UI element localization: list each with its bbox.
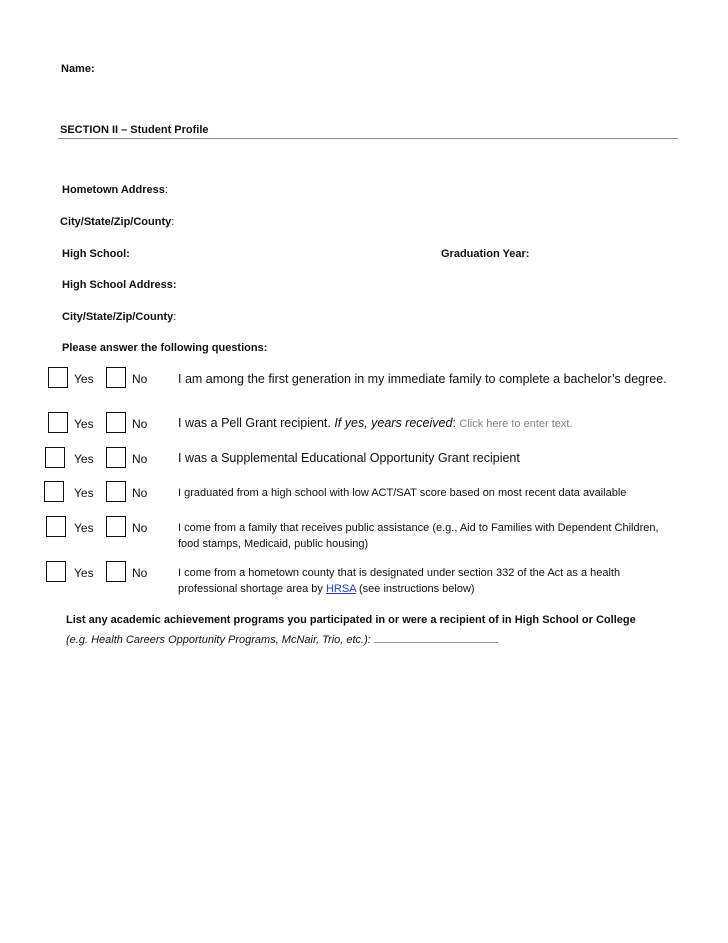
q4-yes-label: Yes — [74, 486, 94, 500]
q3-no-checkbox[interactable] — [106, 447, 126, 468]
q3-statement: I was a Supplemental Educational Opportunity Grant recipient — [178, 451, 520, 465]
achievements-prompt: List any academic achievement programs you participated in or were a recipient of in High School or College — [66, 614, 636, 626]
q1-yes-label: Yes — [74, 372, 94, 386]
q2-yes-label: Yes — [74, 417, 94, 431]
q2-no-checkbox[interactable] — [106, 412, 126, 433]
q1-statement: I am among the first generation in my immediate family to complete a bachelor’s degree. — [178, 372, 667, 386]
q2-statement: I was a Pell Grant recipient. If yes, years received: Click here to enter text. — [178, 416, 573, 430]
hometown-address-label: Hometown Address: — [62, 184, 168, 196]
q1-no-label: No — [132, 372, 148, 386]
high-school-label: High School: — [62, 248, 130, 260]
q4-no-label: No — [132, 486, 148, 500]
q5-no-checkbox[interactable] — [106, 516, 126, 537]
hrsa-link[interactable]: HRSA — [325, 583, 356, 595]
q6-statement: I come from a hometown county that is designated under section 332 of the Act as a health professional shortage area by HRSA (see instructions below) — [178, 567, 621, 595]
q2-no-label: No — [132, 417, 148, 431]
section-divider — [58, 138, 678, 139]
q6-no-label: No — [132, 566, 148, 580]
questions-intro: Please answer the following questions: — [62, 342, 268, 354]
q3-yes-label: Yes — [74, 452, 94, 466]
q2-yes-checkbox[interactable] — [48, 412, 68, 433]
q4-no-checkbox[interactable] — [106, 481, 126, 502]
q5-no-label: No — [132, 521, 148, 535]
q1-no-checkbox[interactable] — [106, 367, 126, 388]
achievements-input-line[interactable] — [374, 631, 498, 643]
high-school-address-label: High School Address: — [62, 279, 177, 291]
q4-yes-checkbox[interactable] — [44, 481, 64, 502]
years-received-input[interactable]: Click here to enter text. — [459, 418, 573, 430]
city-state-zip-label-2: City/State/Zip/County: — [62, 311, 177, 323]
q4-statement: I graduated from a high school with low ACT/SAT score based on most recent data available — [178, 487, 627, 499]
q3-yes-checkbox[interactable] — [45, 447, 65, 468]
q5-statement: I come from a family that receives public assistance (e.g., Aid to Families with Dependent Children, food stamps, Medicaid, public housing) — [178, 522, 659, 550]
q6-yes-label: Yes — [74, 566, 94, 580]
q6-yes-checkbox[interactable] — [46, 561, 66, 582]
city-state-zip-label-1: City/State/Zip/County: — [60, 216, 175, 228]
q3-no-label: No — [132, 452, 148, 466]
graduation-year-label: Graduation Year: — [441, 248, 530, 260]
q5-yes-label: Yes — [74, 521, 94, 535]
q5-yes-checkbox[interactable] — [46, 516, 66, 537]
q6-no-checkbox[interactable] — [106, 561, 126, 582]
q1-yes-checkbox[interactable] — [48, 367, 68, 388]
section-title: SECTION II – Student Profile — [60, 124, 209, 136]
name-label: Name: — [61, 63, 95, 75]
achievements-examples: (e.g. Health Careers Opportunity Programs, McNair, Trio, etc.): — [66, 631, 498, 646]
